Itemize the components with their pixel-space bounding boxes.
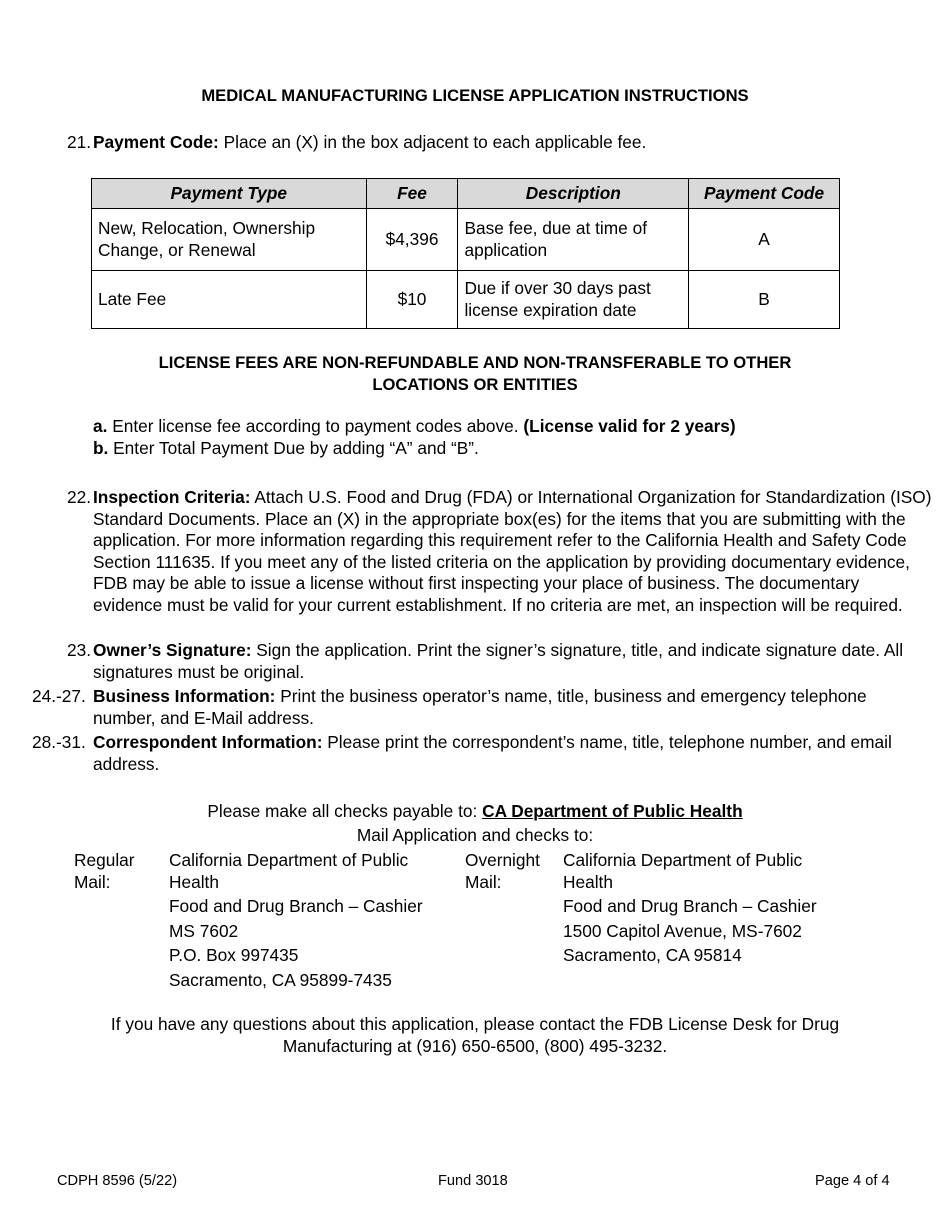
contact-line-2: Manufacturing at (916) 650-6500, (800) 495-3232. xyxy=(282,1035,668,1056)
instruction-text: Enter license fee according to payment codes above. xyxy=(107,416,524,436)
address-line: Food and Drug Branch – Cashier xyxy=(563,896,817,916)
instruction-letter: b. xyxy=(93,438,109,458)
address-line: Health xyxy=(563,871,613,892)
regular-mail-label-line-2: Mail: xyxy=(74,871,111,892)
address-line: Sacramento, CA 95814 xyxy=(563,945,742,965)
instruction-letter: a. xyxy=(93,416,108,436)
item-number: 24.-27. xyxy=(32,686,86,706)
item-24-27-business-information xyxy=(32,686,933,729)
cell-description: Due if over 30 days past license expiration date xyxy=(458,271,689,329)
item-text: Place an (X) in the box adjacent to each applicable fee. xyxy=(218,132,647,152)
cell-fee: $4,396 xyxy=(366,209,458,271)
item-text: Please print the correspondent’s name, title, telephone number, and email address. xyxy=(93,732,892,774)
item-22-inspection-criteria xyxy=(66,487,933,616)
address-line: Sacramento, CA 95899-7435 xyxy=(169,969,392,990)
item-label: Inspection Criteria: xyxy=(93,487,251,507)
item-21-payment-code xyxy=(66,132,933,154)
address-line: 1500 Capitol Avenue, MS-7602 xyxy=(563,920,802,941)
header-description: Description xyxy=(458,179,689,209)
page-title: MEDICAL MANUFACTURING LICENSE APPLICATION INSTRUCTIONS xyxy=(201,86,749,105)
cell-payment-type: Late Fee xyxy=(92,271,367,329)
header-payment-type: Payment Type xyxy=(92,179,367,209)
overnight-mail-label-line-2: Mail: xyxy=(465,871,502,892)
item-number: 23. xyxy=(66,640,91,660)
cell-payment-type: New, Relocation, Ownership Change, or Renewal xyxy=(92,209,367,271)
item-label: Business Information: xyxy=(93,686,276,706)
item-number: 28.-31. xyxy=(32,732,86,752)
item-28-31-correspondent-information xyxy=(32,732,933,775)
overnight-mail-address xyxy=(563,850,817,967)
mail-instruction: Mail Application and checks to: xyxy=(356,825,594,845)
cell-description: Base fee, due at time of application xyxy=(458,209,689,271)
overnight-mail-label-line-1: Overnight xyxy=(465,850,540,870)
cell-payment-code: B xyxy=(689,271,840,329)
contact-line-1: If you have any questions about this application, please contact the FDB License Desk for Drug xyxy=(110,1014,840,1034)
header-fee: Fee xyxy=(366,179,458,209)
payee-name: CA Department of Public Health xyxy=(482,801,743,821)
non-refundable-warning xyxy=(0,352,950,395)
item-number: 22. xyxy=(66,487,91,507)
instruction-b xyxy=(93,438,933,460)
address-line: MS 7602 xyxy=(169,920,239,941)
item-label: Payment Code: xyxy=(93,132,219,152)
item-text: Print the business operator’s name, title, business and emergency telephone number, and E-Mail address. xyxy=(93,686,867,728)
fund-number: Fund 3018 xyxy=(438,1173,508,1189)
fee-table xyxy=(91,178,840,329)
instruction-a xyxy=(93,416,933,438)
item-23-owner-signature xyxy=(66,640,933,683)
instruction-text: Enter Total Payment Due by adding “A” and “B”. xyxy=(108,438,479,458)
header-payment-code: Payment Code xyxy=(689,179,840,209)
cell-fee: $10 xyxy=(366,271,458,329)
warning-line-1: LICENSE FEES ARE NON-REFUNDABLE AND NON-TRANSFERABLE TO OTHER xyxy=(158,353,792,372)
address-line: Health xyxy=(169,871,219,892)
page-number: Page 4 of 4 xyxy=(815,1173,890,1189)
overnight-mail-label xyxy=(465,850,540,893)
fee-table-header xyxy=(92,179,840,209)
table-row xyxy=(92,271,840,329)
address-line: California Department of Public xyxy=(169,850,409,870)
contact-info xyxy=(0,1014,950,1057)
form-id: CDPH 8596 (5/22) xyxy=(57,1173,178,1189)
item-text: Attach U.S. Food and Drug (FDA) or International Organization for Standardization (ISO) Standard Documents. Place an (X) in the appropriate box(es) for the items that you are submitting with the application. For more information regarding this requirement refer to the California Health and Safety Code Section 111635. If you meet any of the listed criteria on the application by providing documentary evidence, FDB may be able to issue a license without first inspecting your place of business. The documentary evidence must be valid for your current establishment. If no criteria are met, an inspection will be required. xyxy=(93,487,932,615)
cell-payment-code: A xyxy=(689,209,840,271)
address-line: Food and Drug Branch – Cashier xyxy=(169,896,423,916)
checks-prefix: Please make all checks payable to: xyxy=(207,801,483,821)
regular-mail-address xyxy=(169,850,423,991)
regular-mail-label xyxy=(74,850,135,893)
item-number: 21. xyxy=(66,132,91,152)
address-line: California Department of Public xyxy=(563,850,803,870)
warning-line-2: LOCATIONS OR ENTITIES xyxy=(372,374,578,394)
item-label: Correspondent Information: xyxy=(93,732,323,752)
item-label: Owner’s Signature: xyxy=(93,640,252,660)
item-text: Sign the application. Print the signer’s signature, title, and indicate signature date. All signatures must be original. xyxy=(93,640,904,682)
table-row xyxy=(92,209,840,271)
address-line: P.O. Box 997435 xyxy=(169,945,299,965)
regular-mail-label-line-1: Regular xyxy=(74,850,135,870)
checks-payable-line xyxy=(0,801,950,823)
license-validity-note: (License valid for 2 years) xyxy=(523,416,736,436)
